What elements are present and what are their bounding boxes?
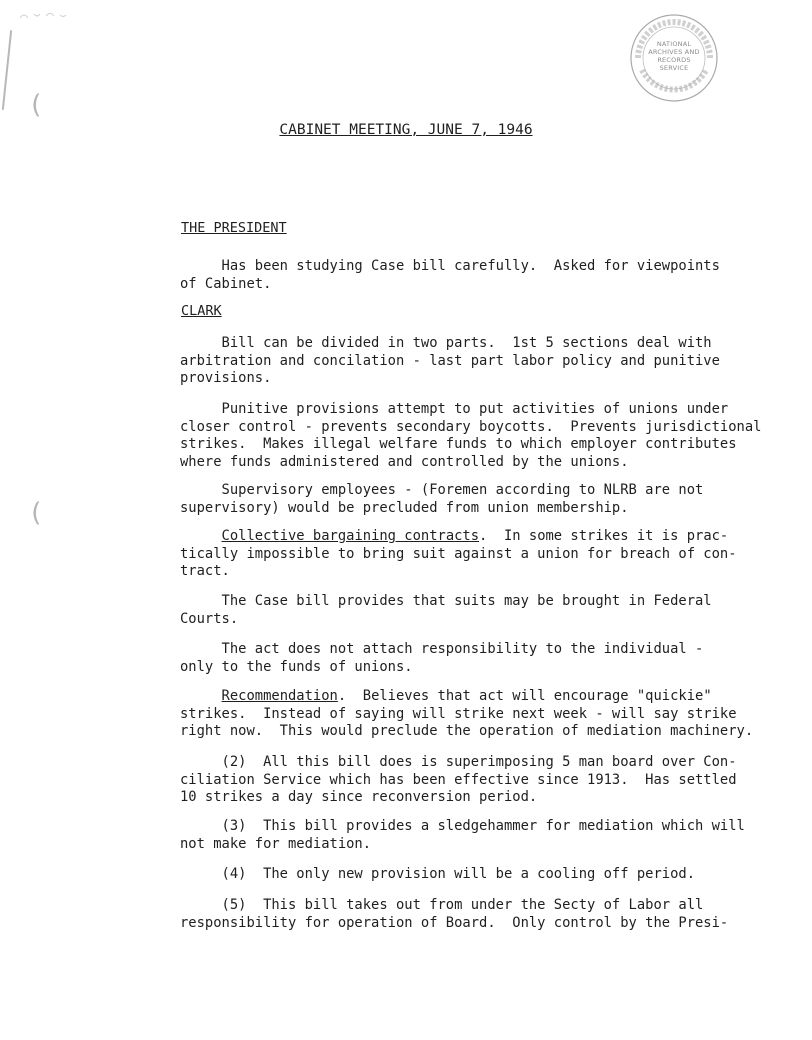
stamp-line: RECORDS [657,56,691,64]
paragraph-line: ciliation Service which has been effective since 1913. Has settled [180,771,737,788]
paragraph-line: Punitive provisions attempt to put activities of unions under [180,401,729,417]
paragraph-line: only to the funds of unions. [180,658,413,675]
paragraph-line: . Believes that act will encourage "quickie" [337,688,712,704]
document-title-text: CABINET MEETING, JUNE 7, 1946 [279,122,533,138]
paragraph-line: strikes. Instead of saying will strike next week - will say strike [180,705,737,722]
paragraph-line: 10 strikes a day since reconversion period. [180,789,538,805]
paragraph [180,335,750,388]
paragraph-line: (2) All this bill does is superimposing 5 man board over Con- [180,754,737,770]
paragraph [180,258,750,293]
paragraph-line: supervisory) would be precluded from union membership. [180,499,629,516]
paragraph-line: of Cabinet. [180,275,272,292]
paragraph-line: Supervisory employees - (Foremen according to NLRB are not [180,482,704,498]
scan-marks [18,6,78,26]
paragraph-line: . In some strikes it is prac- [479,528,729,544]
paragraph-line: arbitration and concilation - last part labor policy and punitive [180,352,720,369]
stamp-line: SERVICE [659,64,689,72]
paragraph-line: not make for mediation. [180,835,372,852]
stamp-line: NATIONAL [656,40,692,48]
paragraph [180,897,750,932]
paragraph-line: right now. This would preclude the operation of mediation machinery. [180,723,754,739]
paragraph-line: (3) This bill provides a sledgehammer for mediation which will [180,818,745,834]
paragraph-line: The act does not attach responsibility to the individual - [180,641,704,657]
paragraph-line: (5) This bill takes out from under the Secty of Labor all [180,897,704,913]
paragraph [180,866,750,884]
paragraph-line: where funds administered and controlled by the unions. [180,453,629,470]
scan-edge-line [2,30,12,110]
stamp-line: ARCHIVES AND [648,48,700,56]
paragraph-line: tically impossible to bring suit against a union for breach of con- [180,545,737,562]
paragraph-line: The Case bill provides that suits may be brought in Federal [180,593,712,609]
paragraph [180,818,750,853]
document-title [0,122,812,138]
paragraph [180,593,750,628]
paragraph-line: (4) The only new provision will be a cooling off period. [180,866,695,882]
paragraph-line: Has been studying Case bill carefully. Asked for viewpoints [180,258,720,274]
stamp-text [628,40,720,72]
paragraph [180,754,750,807]
paragraph [180,401,762,471]
underlined-lead: Collective bargaining contracts [221,528,480,544]
underlined-lead: Recommendation [221,688,338,704]
paragraph [180,641,750,676]
punch-hole-mark-top: ( [28,90,44,120]
paragraph-line: tract. [180,563,230,579]
section-heading-clark: CLARK [181,303,222,319]
paragraph [180,528,750,581]
punch-hole-mark-middle: ( [28,498,44,528]
section-heading-the-president: THE PRESIDENT [181,220,287,236]
paragraph-line: Courts. [180,610,239,627]
paragraph-line: Bill can be divided in two parts. 1st 5 sections deal with [180,335,712,351]
paragraph [180,482,750,517]
paragraph-line: strikes. Makes illegal welfare funds to which employer contributes [180,436,737,452]
paragraph-line: closer control - prevents secondary boycotts. Prevents jurisdictional [180,418,762,435]
paragraph-line: responsibility for operation of Board. Only control by the Presi- [180,914,729,931]
paragraph [180,688,754,741]
paragraph-line: provisions. [180,370,272,386]
